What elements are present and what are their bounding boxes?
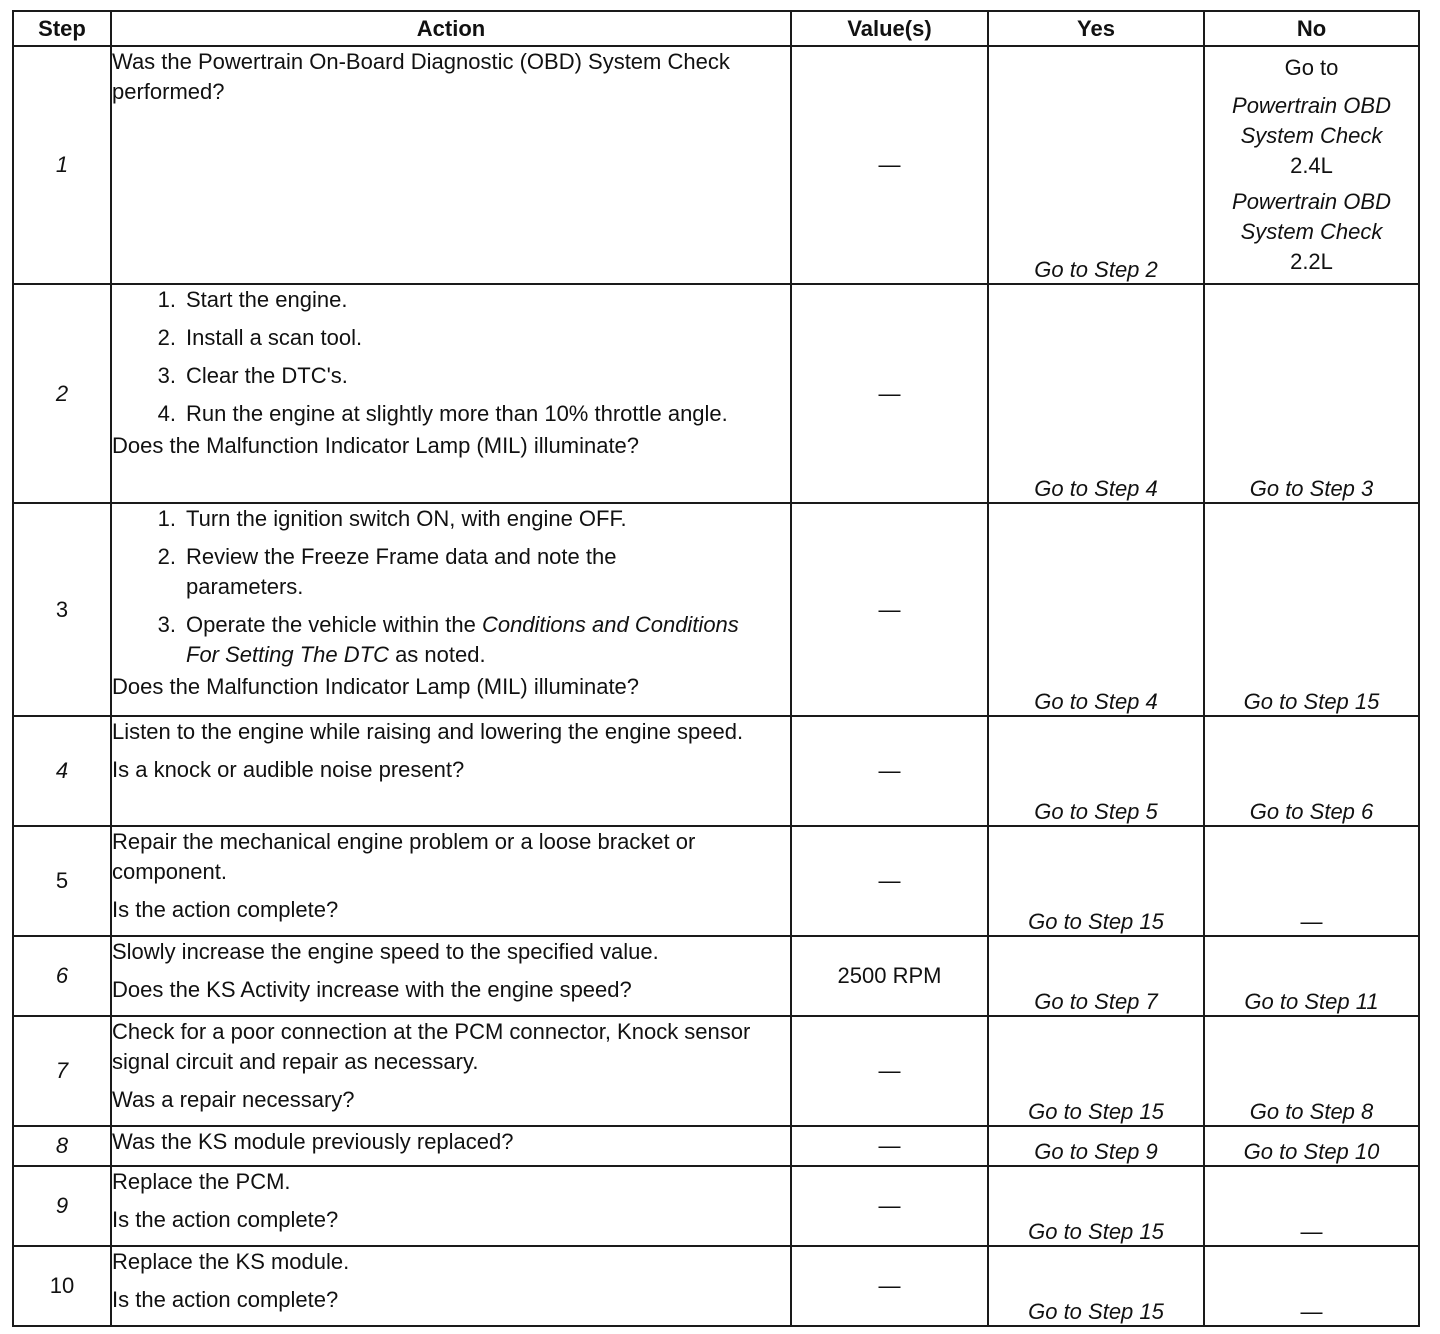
no-cell: Go to Step 11	[1204, 936, 1419, 1016]
value-cell	[791, 936, 988, 1016]
action-instruction: Replace the KS module.	[112, 1249, 350, 1274]
table-row-step-3	[13, 503, 1419, 716]
action-question: Is the action complete?	[112, 897, 339, 922]
action-cell	[111, 284, 791, 503]
value-text: —	[878, 1058, 901, 1083]
yes-cell: Go to Step 15	[988, 826, 1204, 936]
substep: 1. Start the engine.	[157, 287, 348, 312]
header-action: Action	[111, 11, 791, 46]
action-question: Was the KS module previously replaced?	[112, 1129, 514, 1154]
yes-cell: Go to Step 15	[988, 1016, 1204, 1126]
no-reference-2	[1205, 187, 1418, 277]
no-goto-label: Go to	[1284, 55, 1339, 80]
table-row-step-8	[13, 1126, 1419, 1166]
value-cell	[791, 1126, 988, 1166]
action-cell	[111, 503, 791, 716]
no-cell	[1204, 1246, 1419, 1326]
table-row-step-2	[13, 284, 1419, 503]
value-cell	[791, 503, 988, 716]
yes-cell: Go to Step 15	[988, 1246, 1204, 1326]
value-cell	[791, 716, 988, 826]
yes-cell: Go to Step 7	[988, 936, 1204, 1016]
diagnostic-table	[12, 10, 1420, 1327]
substep: 3. Operate the vehicle within the Conditions and Conditions For Setting The DTC as noted.	[157, 612, 739, 667]
no-text: —	[1300, 1219, 1323, 1244]
header-step: Step	[13, 11, 111, 46]
step-number: 1	[13, 46, 111, 284]
step-number: 9	[13, 1166, 111, 1246]
substep-list	[112, 504, 790, 670]
table-row-step-6	[13, 936, 1419, 1016]
value-text: —	[878, 1193, 901, 1218]
step-number: 8	[13, 1126, 111, 1166]
action-question: Does the Malfunction Indicator Lamp (MIL) illuminate?	[112, 433, 640, 458]
header-no: No	[1204, 11, 1419, 46]
value-cell	[791, 1016, 988, 1126]
action-instruction: Repair the mechanical engine problem or a loose bracket or component.	[112, 829, 696, 884]
step-number: 2	[13, 284, 111, 503]
value-text: 2500 RPM	[837, 963, 942, 988]
value-text: —	[878, 152, 901, 177]
step-number: 10	[13, 1246, 111, 1326]
no-cell	[1204, 46, 1419, 284]
table-row-step-1	[13, 46, 1419, 284]
action-question: Was the Powertrain On-Board Diagnostic (OBD) System Check performed?	[112, 49, 730, 104]
action-instruction: Replace the PCM.	[112, 1169, 291, 1194]
diagnostic-page	[12, 10, 1420, 1327]
action-question: Was a repair necessary?	[112, 1087, 355, 1112]
no-cell: Go to Step 15	[1204, 503, 1419, 716]
yes-cell: Go to Step 4	[988, 284, 1204, 503]
action-cell	[111, 1246, 791, 1326]
yes-cell: Go to Step 9	[988, 1126, 1204, 1166]
value-text: —	[878, 596, 901, 622]
yes-cell: Go to Step 4	[988, 503, 1204, 716]
substep: 4. Run the engine at slightly more than 10% throttle angle.	[157, 401, 728, 426]
action-cell	[111, 1126, 791, 1166]
value-text: —	[878, 1133, 901, 1158]
reference-version: 2.2L	[1290, 249, 1333, 274]
conditions-reference: Conditions and Conditions For Setting The DTC	[186, 612, 739, 667]
action-question: Is the action complete?	[112, 1287, 339, 1312]
table-row-step-10	[13, 1246, 1419, 1326]
no-cell	[1204, 1166, 1419, 1246]
substep: 2. Review the Freeze Frame data and note the parameters.	[157, 544, 617, 599]
no-text: —	[1300, 1299, 1323, 1324]
yes-cell: Go to Step 5	[988, 716, 1204, 826]
action-instruction: Check for a poor connection at the PCM connector, Knock sensor signal circuit and repair as necessary.	[112, 1019, 751, 1074]
no-cell: Go to Step 10	[1204, 1126, 1419, 1166]
substep-list	[112, 285, 790, 429]
action-instruction: Slowly increase the engine speed to the specified value.	[112, 939, 659, 964]
value-cell	[791, 46, 988, 284]
step-number: 5	[13, 826, 111, 936]
value-text: —	[878, 868, 901, 893]
substep: 1. Turn the ignition switch ON, with engine OFF.	[157, 506, 627, 531]
no-cell: Go to Step 3	[1204, 284, 1419, 503]
no-text: —	[1300, 909, 1323, 934]
value-text: —	[878, 1273, 901, 1298]
yes-cell: Go to Step 2	[988, 46, 1204, 284]
action-cell	[111, 1016, 791, 1126]
action-question: Is the action complete?	[112, 1207, 339, 1232]
value-cell	[791, 284, 988, 503]
header-yes: Yes	[988, 11, 1204, 46]
no-reference-1	[1205, 91, 1418, 181]
action-cell	[111, 46, 791, 284]
step-number: 3	[13, 503, 111, 716]
table-row-step-5	[13, 826, 1419, 936]
header-row	[13, 11, 1419, 46]
step-number: 4	[13, 716, 111, 826]
no-cell: Go to Step 8	[1204, 1016, 1419, 1126]
action-instruction: Listen to the engine while raising and lowering the engine speed.	[112, 719, 744, 744]
substep: 2. Install a scan tool.	[157, 325, 363, 350]
yes-cell: Go to Step 15	[988, 1166, 1204, 1246]
header-value: Value(s)	[791, 11, 988, 46]
action-cell	[111, 936, 791, 1016]
value-cell	[791, 1166, 988, 1246]
no-cell	[1204, 826, 1419, 936]
action-question: Is a knock or audible noise present?	[112, 757, 465, 782]
reference-name: Powertrain OBD System Check	[1232, 93, 1391, 148]
value-cell	[791, 1246, 988, 1326]
substep: 3. Clear the DTC's.	[157, 363, 348, 388]
action-cell	[111, 826, 791, 936]
value-text: —	[878, 758, 901, 783]
action-question: Does the Malfunction Indicator Lamp (MIL) illuminate?	[112, 674, 640, 699]
step-number: 6	[13, 936, 111, 1016]
value-cell	[791, 826, 988, 936]
action-cell	[111, 716, 791, 826]
table-row-step-9	[13, 1166, 1419, 1246]
no-cell: Go to Step 6	[1204, 716, 1419, 826]
action-question: Does the KS Activity increase with the engine speed?	[112, 977, 632, 1002]
step-number: 7	[13, 1016, 111, 1126]
value-text: —	[878, 380, 901, 406]
table-row-step-4	[13, 716, 1419, 826]
reference-version: 2.4L	[1290, 153, 1333, 178]
table-row-step-7	[13, 1016, 1419, 1126]
reference-name: Powertrain OBD System Check	[1232, 189, 1391, 244]
action-cell	[111, 1166, 791, 1246]
